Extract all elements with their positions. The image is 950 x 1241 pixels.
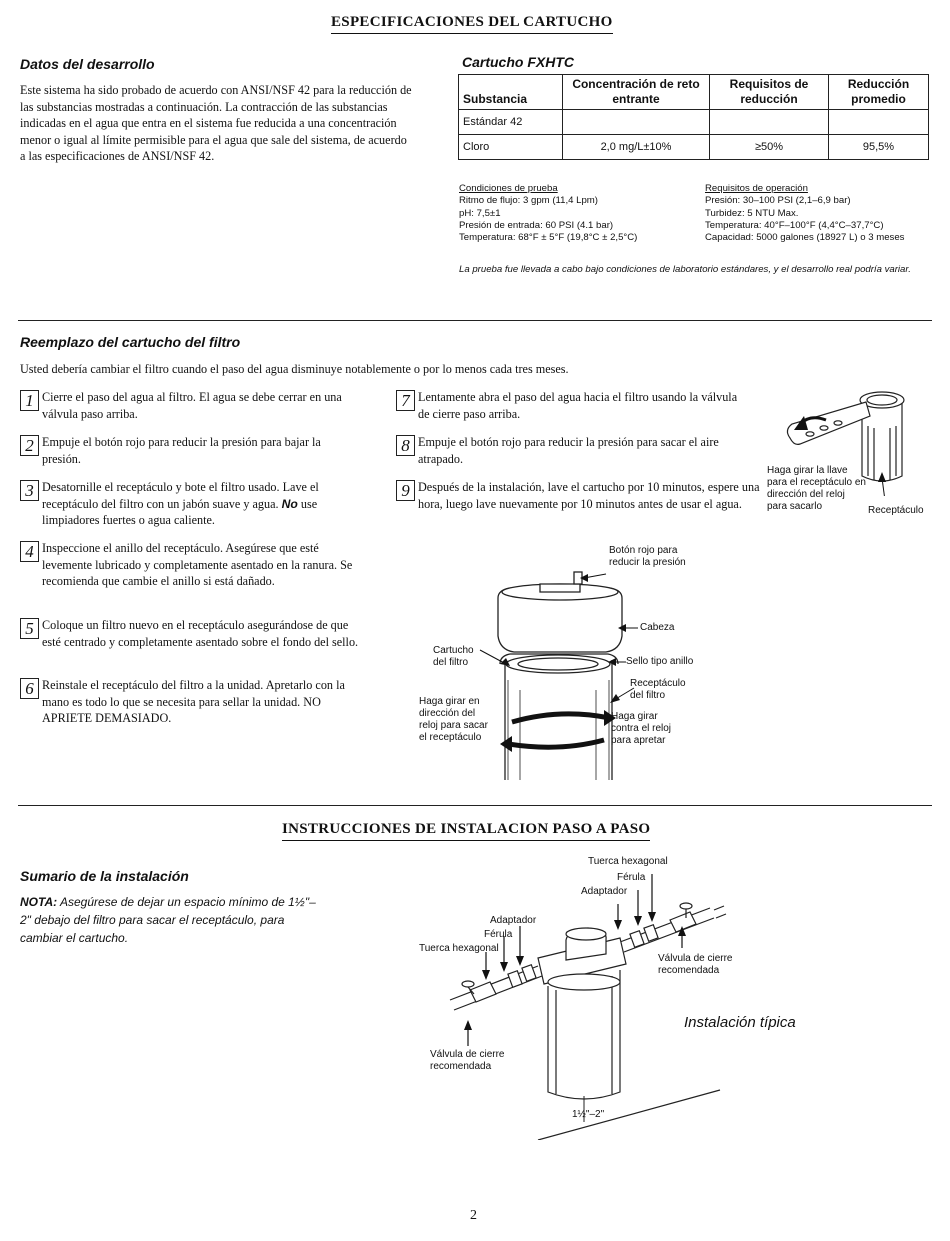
step-number: 1 xyxy=(20,390,39,411)
table-row xyxy=(459,135,929,160)
wrench-housing-label: Receptáculo xyxy=(868,505,924,516)
table-header: Concentración de reto entrante xyxy=(563,75,710,110)
step-text: Empuje el botón rojo para reducir la presión para bajar la presión. xyxy=(42,435,321,466)
test-condition-line: Ritmo de flujo: 3 gpm (11,4 Lpm) xyxy=(459,195,598,207)
performance-text: Este sistema ha sido probado de acuerdo con ANSI/NSF 42 para la reducción de las substancias mostradas a continuación. La contracción de las substancias indicadas en el agua que entra en el sistema fue reducida a una concentración menor o igual al límite permisible para el agua que sale del sistema, de acuerdo a las especificaciones de ANSI/NSF 42. xyxy=(20,83,412,164)
step-number: 7 xyxy=(396,390,415,411)
step-emphasis: No xyxy=(281,496,298,511)
step-text: Reinstale el receptáculo del filtro a la unidad. Apretarlo con la mano es todo lo que se necesita para sellar la unidad. NO APRIETE DEMASIADO. xyxy=(42,678,345,726)
step-text-part: use limpiadores fuertes o agua caliente. xyxy=(42,496,318,528)
step-text: Inspeccione el anillo del receptáculo. Asegúrese que esté levemente lubricado y completamente asentado en la ranura. Se recomienda que cambie el anillo si está dañado. xyxy=(42,541,353,589)
page-number: 2 xyxy=(470,1208,477,1223)
operating-requirement-line: Temperatura: 40°F–100°F (4,4°C–37,7°C) xyxy=(705,219,884,231)
install-summary-heading: Sumario de la instalación xyxy=(20,868,189,884)
step-6 xyxy=(20,677,360,727)
table-cell: ≥50% xyxy=(710,135,829,160)
housing-label: Receptáculo del filtro xyxy=(630,678,686,701)
test-conditions-heading: Condiciones de prueba xyxy=(459,183,558,194)
step-number: 9 xyxy=(396,480,415,501)
lab-note: La prueba fue llevada a cabo bajo condiciones de laboratorio estándares, y el desarrollo real podría variar. xyxy=(459,264,911,275)
hex-nut-left-label: Tuerca hexagonal xyxy=(419,943,499,954)
spec-table xyxy=(458,74,929,160)
step-1 xyxy=(20,389,360,422)
step-5 xyxy=(20,617,360,650)
step-7 xyxy=(396,389,736,422)
step-number: 6 xyxy=(20,678,39,699)
table-header: Requisitos de reducción xyxy=(710,75,829,110)
step-number: 2 xyxy=(20,435,39,456)
note-text: Asegúrese de dejar un espacio mínimo de 1½"–2" debajo del filtro para sacar el receptáculo, para cambiar el cartucho. xyxy=(20,895,316,945)
operating-requirements xyxy=(705,183,943,244)
ferrule-left-label: Férula xyxy=(484,929,513,940)
step-text xyxy=(42,479,372,529)
step-number: 8 xyxy=(396,435,415,456)
table-cell: Estándar 42 xyxy=(459,110,563,135)
operating-requirement-line: Capacidad: 5000 galones (18927 L) o 3 meses xyxy=(705,232,905,244)
wrench-turn-label: Haga girar la llave para el receptáculo en dirección del reloj para sacarlo xyxy=(767,465,866,512)
step-4 xyxy=(20,540,360,590)
step-text: Cierre el paso del agua al filtro. El agua se debe cerrar en una válvula paso arriba. xyxy=(42,390,342,421)
valve-left-label: Válvula de cierre recomendada xyxy=(430,1049,505,1072)
table-cell xyxy=(563,110,710,135)
step-text: Coloque un filtro nuevo en el receptáculo asegurándose de que esté centrado y completamente asentado sobre el fondo del sello. xyxy=(42,618,359,649)
installation-diagram xyxy=(420,860,840,1140)
table-cell: Cloro xyxy=(459,135,563,160)
table-cell xyxy=(829,110,929,135)
adapter-right-label: Adaptador xyxy=(581,886,628,897)
red-button-label: Botón rojo para reducir la presión xyxy=(609,545,686,568)
step-number: 4 xyxy=(20,541,39,562)
divider xyxy=(18,805,932,806)
turn-remove-label: Haga girar en dirección del reloj para sacar el receptáculo xyxy=(419,696,488,743)
step-text: Después de la instalación, lave el cartucho por 10 minutos, espere una hora, luego lave nuevamente por 10 minutos antes de usar el agua. xyxy=(418,480,760,511)
table-row xyxy=(459,110,929,135)
operating-requirement-line: Turbidez: 5 NTU Max. xyxy=(705,207,799,219)
adapter-left-label: Adaptador xyxy=(490,915,537,926)
test-conditions xyxy=(459,183,699,244)
typical-install-label: Instalación típica xyxy=(684,1014,796,1031)
cartridge-heading: Cartucho FXHTC xyxy=(462,54,574,70)
cartridge-label: Cartucho del filtro xyxy=(433,645,474,668)
clearance-label: 1½"–2" xyxy=(572,1109,605,1120)
replacement-heading: Reemplazo del cartucho del filtro xyxy=(20,334,241,350)
step-text: Empuje el botón rojo para reducir la presión para sacar el aire atrapado. xyxy=(418,435,719,466)
ferrule-right-label: Férula xyxy=(617,872,646,883)
test-condition-line: pH: 7,5±1 xyxy=(459,207,501,219)
note-label: NOTA: xyxy=(20,895,58,909)
step-2 xyxy=(20,434,360,467)
step-text: Lentamente abra el paso del agua hacia el filtro usando la válvula de cierre paso arriba. xyxy=(418,390,738,421)
turn-tighten-label: Haga girar contra el reloj para apretar xyxy=(611,711,672,746)
operating-requirements-heading: Requisitos de operación xyxy=(705,183,808,194)
head-label: Cabeza xyxy=(640,622,675,633)
table-header: Reducción promedio xyxy=(829,75,929,110)
divider xyxy=(18,320,932,321)
install-section-title: INSTRUCCIONES DE INSTALACION PASO A PASO xyxy=(282,821,650,841)
table-cell xyxy=(710,110,829,135)
table-cell: 95,5% xyxy=(829,135,929,160)
step-number: 3 xyxy=(20,480,39,501)
step-3 xyxy=(20,479,360,529)
step-text-part: Desatornille el receptáculo y bote el filtro usado. Lave el receptáculo del filtro con un jabón suave y agua. xyxy=(42,480,319,511)
test-condition-line: Temperatura: 68°F ± 5°F (19,8°C ± 2,5°C) xyxy=(459,232,638,244)
hex-nut-right-label: Tuerca hexagonal xyxy=(588,856,668,867)
table-header-row xyxy=(459,75,929,110)
table-cell: 2,0 mg/L±10% xyxy=(563,135,710,160)
replacement-intro: Usted debería cambiar el filtro cuando el paso del agua disminuye notablemente o por lo menos cada tres meses. xyxy=(20,362,569,376)
performance-heading: Datos del desarrollo xyxy=(20,56,155,72)
install-note xyxy=(20,893,325,947)
o-ring-label: Sello tipo anillo xyxy=(626,656,694,667)
step-8 xyxy=(396,434,736,467)
spec-section-title: ESPECIFICACIONES DEL CARTUCHO xyxy=(331,14,613,34)
step-number: 5 xyxy=(20,618,39,639)
operating-requirement-line: Presión: 30–100 PSI (2,1–6,9 bar) xyxy=(705,195,851,207)
step-9 xyxy=(396,479,760,512)
test-condition-line: Presión de entrada: 60 PSI (4.1 bar) xyxy=(459,219,614,231)
table-header: Substancia xyxy=(459,75,563,110)
valve-right-label: Válvula de cierre recomendada xyxy=(658,953,733,976)
